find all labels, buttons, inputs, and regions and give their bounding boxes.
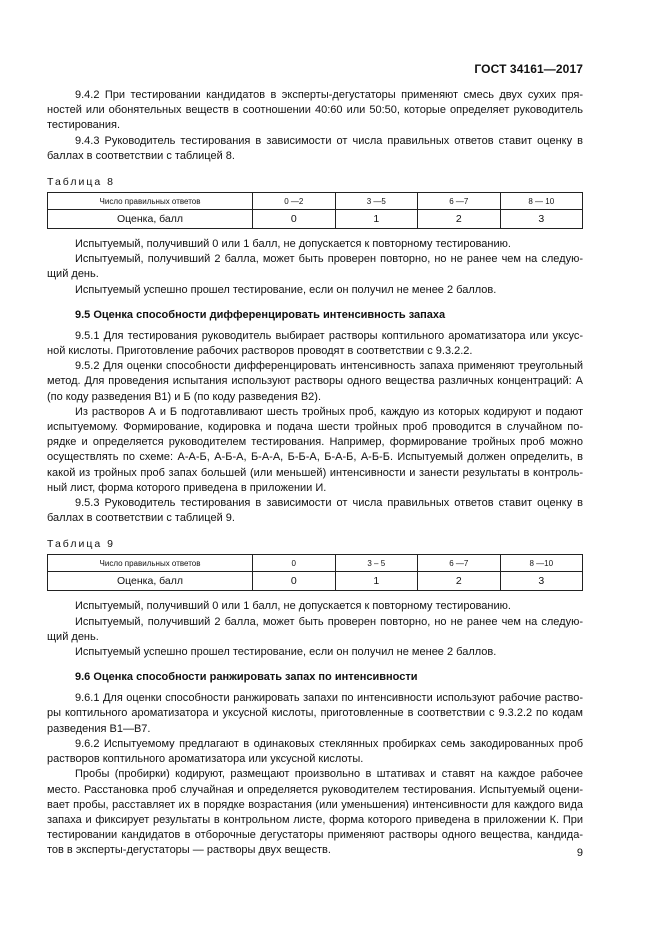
table-cell: 0 xyxy=(253,210,336,229)
table-row xyxy=(48,555,583,572)
section-9-6-title: 9.6 Оценка способности ранжировать запах по интенсивности xyxy=(75,671,418,684)
table-cell: 1 xyxy=(335,210,418,229)
paragraph: Испытуемый успешно прошел тестирование, если он получил не менее 2 баллов. xyxy=(75,646,497,659)
table-8-caption: Таблица 8 xyxy=(47,176,115,189)
table-header-cell: 8 — 10 xyxy=(500,193,583,210)
section-9-5-title: 9.5 Оценка способности дифференцировать интенсивность запаха xyxy=(75,308,446,321)
paragraph-9-5-3: 9.5.3 Руководитель тестирования в зависимости от числа правильных ответов ставит оценку в баллах в соответствии с таблицей 9. xyxy=(47,497,583,525)
table-header-cell: 0 xyxy=(253,555,336,572)
table-9 xyxy=(47,554,583,591)
table-8 xyxy=(47,192,583,229)
table-9-caption: Таблица 9 xyxy=(47,538,115,551)
paragraph: Испытуемый, получивший 0 или 1 балл, не допускается к повторному тестированию. xyxy=(75,238,511,251)
table-header-cell: 3 —5 xyxy=(335,193,418,210)
paragraph-9-4-2: 9.4.2 При тестировании кандидатов в эксперты-дегустаторы применяют смесь двух сухих пряностей или обонятельных веществ в соотношении 40:60 или 50:50, которые определяет руководитель тестирования. xyxy=(47,89,583,132)
paragraph: Испытуемый, получивший 0 или 1 балл, не допускается к повторному тестированию. xyxy=(75,600,511,613)
paragraph-9-5-2: 9.5.2 Для оценки способности дифференцировать интенсивность запаха применяют треугольный метод. Для проведения испытания используют растворы одного вещества различных концентраций: А (по коду разведения В1) и Б (по коду разведения В2). xyxy=(47,360,583,403)
table-cell: 3 xyxy=(500,210,583,229)
table-header-cell: 0 —2 xyxy=(253,193,336,210)
table-header-cell: 8 —10 xyxy=(500,555,583,572)
paragraph-9-5-1: 9.5.1 Для тестирования руководитель выбирает растворы коптильного ароматизатора или уксусной кислоты. Приготовление рабочих растворов проводят в соответствии с 9.3.2.2. xyxy=(47,329,583,358)
table-cell: 3 xyxy=(500,572,583,591)
paragraph-9-6-1: 9.6.1 Для оценки способности ранжировать запахи по интенсивности используют рабочие растворы коптильного ароматизатора и уксусной кислоты, приготовленные в соответствии с 9.3.2.2 по кодам разведения В1—В7. xyxy=(47,692,583,735)
table-header-cell: Число правильных ответов xyxy=(48,193,253,210)
table-header-cell: Число правильных ответов xyxy=(48,555,253,572)
table-header-cell: 6 —7 xyxy=(418,555,501,572)
table-cell: Оценка, балл xyxy=(48,210,253,229)
table-cell: 2 xyxy=(418,572,501,591)
paragraph: Испытуемый, получивший 2 балла, может быть проверен повторно, но не ранее чем на следующий день. xyxy=(47,253,583,281)
document-body xyxy=(47,88,583,859)
table-row xyxy=(48,572,583,591)
paragraph: Испытуемый успешно прошел тестирование, если он получил не менее 2 баллов. xyxy=(75,283,497,296)
paragraph: Из растворов А и Б подготавливают шесть тройных проб, каждую из которых кодируют и подают испытуемому. Формирование, кодировка и подача шести тройных проб проводится в случайном порядке и определяется руководителем тестирования. Например, формирование тройных проб можно осуществлять по схеме: А-А-Б, А-Б-А, Б-А-А, Б-Б-А, Б-А-Б, А-Б-Б. Испытуемый должен определить, в какой из тройных проб запах большей (или меньшей) интенсивности и занести результаты в контрольный лист, форма которого приведена в приложении И. xyxy=(47,405,583,494)
paragraph-9-6-2: 9.6.2 Испытуемому предлагают в одинаковых стеклянных пробирках семь закодированных проб растворов коптильного ароматизатора или уксусной кислоты. xyxy=(47,737,583,766)
table-header-cell: 6 —7 xyxy=(418,193,501,210)
paragraph-9-4-3: 9.4.3 Руководитель тестирования в зависимости от числа правильных ответов ставит оценку в баллах в соответствии с таблицей 8. xyxy=(47,134,583,162)
table-cell: 2 xyxy=(418,210,501,229)
table-cell: 0 xyxy=(253,572,336,591)
document-code: ГОСТ 34161—2017 xyxy=(474,62,583,76)
page-number: 9 xyxy=(576,847,583,859)
table-cell: 1 xyxy=(335,572,418,591)
table-cell: Оценка, балл xyxy=(48,572,253,591)
paragraph: Пробы (пробирки) кодируют, размещают произвольно в штативах и ставят на каждое рабочее место. Расстановка проб случайная и определяется руководителем тестирования. Испытуемый оценивает пробы, расставляет их в порядке возрастания (или уменьшения) интенсивности для каждого вида запаха и фиксирует результаты в контрольном листе, форма которого приведена в приложении К. При тестировании кандидатов в отборочные дегустаторы применяют растворы одного вещества, кандидатов в эксперты-дегустаторы — растворы двух веществ. xyxy=(47,768,583,857)
table-row xyxy=(48,193,583,210)
paragraph: Испытуемый, получивший 2 балла, может быть проверен повторно, но не ранее чем на следующий день. xyxy=(47,615,583,643)
table-row xyxy=(48,210,583,229)
table-header-cell: 3 – 5 xyxy=(335,555,418,572)
